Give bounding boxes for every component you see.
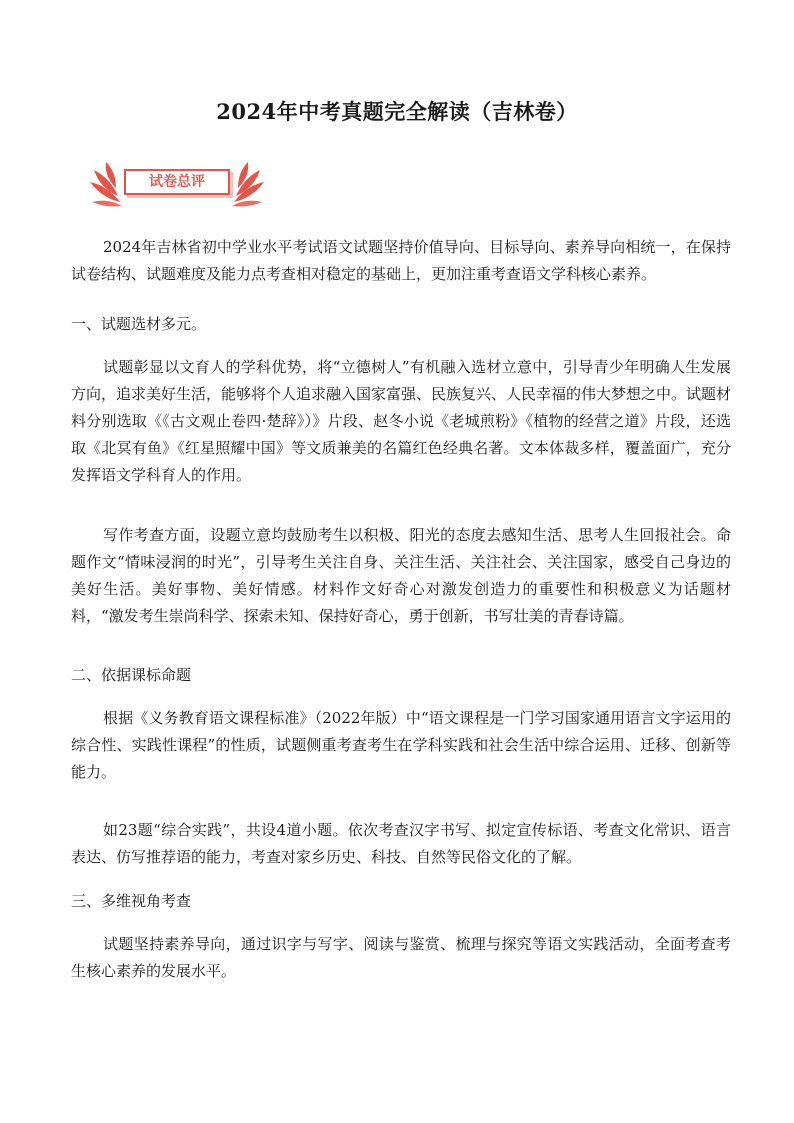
section-heading-1: 一、试题选材多元。 [71,315,207,333]
paragraph-selection: 试题彰显以文育人的学科优势，将“立德树人”有机融入选材立意中，引导青少年明确人生发展方向，追求美好生活，能够将个人追求融入国家富强、民族复兴、人民幸福的伟大梦想之中。试题材料分别选取《《古文观止卷四·楚辞》）》片段、赵冬小说《老城煎粉》《植物的经营之道》片段，还选取《北冥有鱼》《红星照耀中国》等文质兼美的名篇红色经典名著。文本体裁多样，覆盖面广，充分发挥语文学科育人的作用。 [71,358,732,484]
paragraph-practice: 如23题“综合实践”，共设4道小题。依次考查汉字书写、拟定宣传标语、考查文化常识、语言表达、仿写推荐语的能力，考查对家乡历史、科技、自然等民俗文化的了解。 [71,821,731,866]
paragraph-writing: 写作考查方面，设题立意均鼓励考生以积极、阳光的态度去感知生活、思考人生回报社会。命题作文“情味浸润的时光”，引导考生关注自身、关注生活、关注社会、关注国家，感受自己身边的美好生活。美好事物、美好情感。材料作文好奇心对激发创造力的重要性和积极意义为话题材料，“激发考生崇尚科学、探索未知、保持好奇心，勇于创新，书写壮美的青春诗篇。 [71,526,731,625]
page-title: 2024年中考真题完全解读（吉林卷） [216,99,578,124]
section-label-box [124,169,230,195]
intro-paragraph: 2024年吉林省初中学业水平考试语文试题坚持价值导向、目标导向、素养导向相统一，在保持试卷结构、试题难度及能力点考查相对稳定的基础上，更加注重考查语文学科核心素养。 [71,238,731,283]
paragraph-literacy: 试题坚持素养导向，通过识字与写字、阅读与鉴赏、梳理与探究等语文实践活动，全面考查考生核心素养的发展水平。 [71,935,731,980]
section-banner [82,158,272,214]
section-heading-2: 二、依据课标命题 [71,666,192,684]
section-heading-3: 三、多维视角考查 [71,892,192,910]
paragraph-curriculum: 根据《义务教育语文课程标准》（2022年版）中“语文课程是一门学习国家通用语言文字运用的综合性、实践性课程”的性质，试题侧重考查考生在学科实践和社会生活中综合运用、迁移、创新等能力。 [71,709,731,781]
section-label: 试卷总评 [149,174,205,190]
